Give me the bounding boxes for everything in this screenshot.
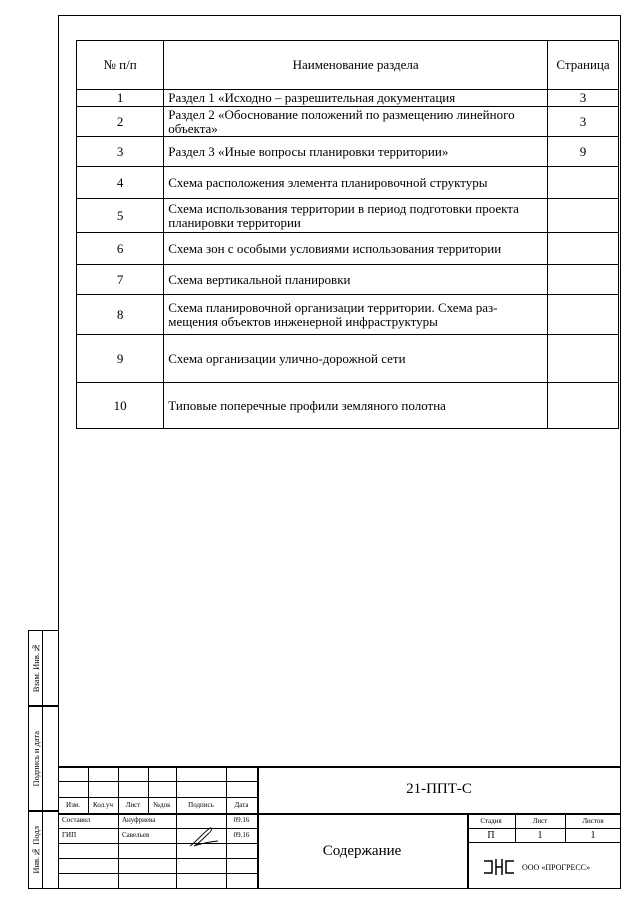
table-row xyxy=(77,199,619,233)
row-name: Схема расположения элемента планировочной структуры xyxy=(164,167,548,199)
row-num: 10 xyxy=(77,383,164,429)
sheets-value: 1 xyxy=(590,830,596,841)
stamp-podpis-label: Подпись и дата xyxy=(30,730,41,787)
row-name: Схема использования территории в период подготовки проекта планировки территории xyxy=(164,199,548,233)
row-name: Схема зон с особыми условиями использования территории xyxy=(164,233,548,265)
sheet-header: Лист xyxy=(532,817,548,825)
row-page xyxy=(548,167,619,199)
row-num: 6 xyxy=(77,233,164,265)
header-page: Страница xyxy=(548,41,619,90)
row-num: 9 xyxy=(77,335,164,383)
date-sostavil: 09.16 xyxy=(233,816,250,824)
header-num: № п/п xyxy=(77,41,164,90)
col-podpis: Подпись xyxy=(188,801,214,809)
role-gip: ГИП xyxy=(62,831,77,839)
row-page: 9 xyxy=(548,137,619,167)
row-name: Раздел 1 «Исходно – разрешительная документация xyxy=(164,90,548,107)
stage-header: Стадия xyxy=(480,817,502,825)
table-row xyxy=(77,265,619,295)
row-page xyxy=(548,265,619,295)
title-block xyxy=(58,766,621,889)
stage-value: П xyxy=(487,830,495,841)
table-row xyxy=(77,383,619,429)
sheets-header: Листов xyxy=(582,817,604,825)
row-name: Раздел 3 «Иные вопросы планировки территории» xyxy=(164,137,548,167)
row-num: 7 xyxy=(77,265,164,295)
stamp-inv-label: Инв.№ Подл xyxy=(30,826,41,874)
stamp-inv xyxy=(28,811,58,889)
table-row xyxy=(77,295,619,335)
date-gip: 09.16 xyxy=(233,831,250,839)
row-name: Раздел 2 «Обоснование положений по размещению линейного объекта» xyxy=(164,107,548,137)
row-name: Схема планировочной организации территории. Схема раз-мещения объектов инженерной инфраструктуры xyxy=(164,295,548,335)
company-logo-icon xyxy=(482,857,516,877)
row-name: Схема вертикальной планировки xyxy=(164,265,548,295)
company-name: ООО «ПРОГРЕСС» xyxy=(522,863,591,872)
col-izm: Изм. xyxy=(66,801,80,809)
col-kol: Кол.уч xyxy=(93,801,113,809)
col-list: Лист xyxy=(125,801,141,809)
row-page xyxy=(548,295,619,335)
row-num: 5 xyxy=(77,199,164,233)
row-page xyxy=(548,233,619,265)
stamp-podpis xyxy=(28,706,58,811)
row-num: 2 xyxy=(77,107,164,137)
row-page xyxy=(548,383,619,429)
col-data: Дата xyxy=(234,801,249,809)
table-row xyxy=(77,107,619,137)
stamp-vzam-label: Взам. Инв.№ xyxy=(30,643,41,693)
header-name: Наименование раздела xyxy=(164,41,548,90)
row-num: 8 xyxy=(77,295,164,335)
table-row xyxy=(77,233,619,265)
row-num: 3 xyxy=(77,137,164,167)
document-title: Содержание xyxy=(322,842,402,859)
document-code: 21-ППТ-С xyxy=(406,781,472,797)
table-row xyxy=(77,167,619,199)
table-row xyxy=(77,335,619,383)
table-row xyxy=(77,90,619,107)
row-num: 4 xyxy=(77,167,164,199)
col-ndok: №док xyxy=(153,801,171,809)
role-sostavil: Составил xyxy=(62,816,91,824)
sheet-value: 1 xyxy=(537,830,543,841)
name-gip: Савельев xyxy=(122,831,150,839)
row-name: Типовые поперечные профили земляного полотна xyxy=(164,383,548,429)
signature-icon xyxy=(188,824,222,850)
stamp-vzam xyxy=(28,630,58,706)
row-page: 3 xyxy=(548,107,619,137)
row-num: 1 xyxy=(77,90,164,107)
table-header-row xyxy=(77,41,619,90)
row-page: 3 xyxy=(548,90,619,107)
row-name: Схема организации улично-дорожной сети xyxy=(164,335,548,383)
name-sostavil: Ануфриева xyxy=(122,816,156,824)
table-row xyxy=(77,137,619,167)
row-page xyxy=(548,335,619,383)
contents-table xyxy=(76,40,619,429)
row-page xyxy=(548,199,619,233)
